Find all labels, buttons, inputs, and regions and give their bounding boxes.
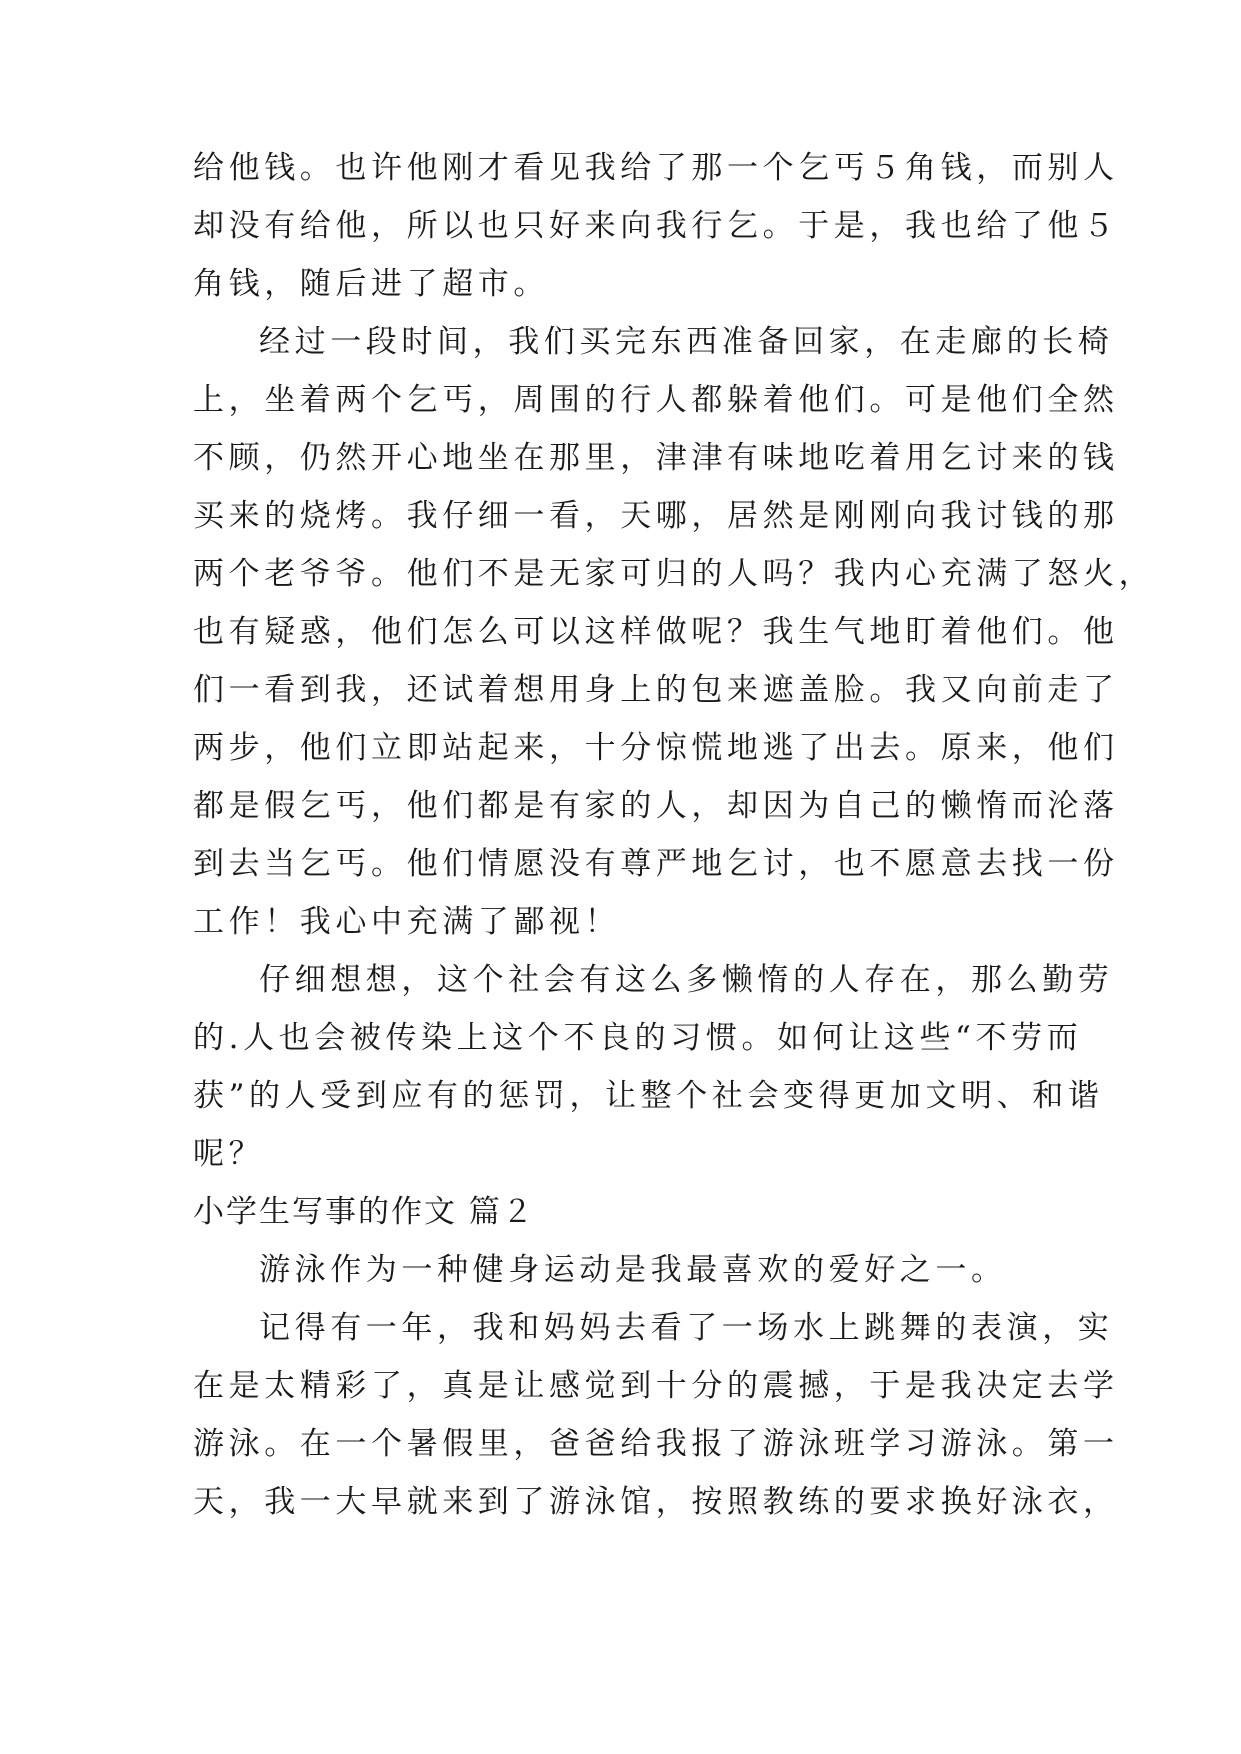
- section-heading: 小学生写事的作文 篇２: [193, 1194, 535, 1230]
- text-line: 到去当乞丐。他们情愿没有尊严地乞讨，也不愿意去找一份: [193, 846, 1119, 882]
- text-line: 天，我一大早就来到了游泳馆，按照教练的要求换好泳衣，: [193, 1484, 1119, 1520]
- text-line: 两步，他们立即站起来，十分惊慌地逃了出去。原来，他们: [193, 730, 1119, 766]
- text-line: 角钱，随后进了超市。: [193, 266, 549, 302]
- text-line: 获”的人受到应有的惩罚，让整个社会变得更加文明、和谐: [193, 1078, 1104, 1114]
- text-line: 都是假乞丐，他们都是有家的人，却因为自己的懒惰而沦落: [193, 788, 1119, 824]
- paragraph-start-line: 经过一段时间，我们买完东西准备回家，在走廊的长椅: [259, 324, 1114, 360]
- paragraph-start-line: 记得有一年，我和妈妈去看了一场水上跳舞的表演，实: [259, 1310, 1114, 1346]
- text-line: 给他钱。也许他刚才看见我给了那一个乞丐５角钱，而别人: [193, 150, 1119, 186]
- text-line: 呢？: [193, 1136, 265, 1172]
- text-line: 游泳。在一个暑假里，爸爸给我报了游泳班学习游泳。第一: [193, 1426, 1119, 1462]
- text-line: 工作！我心中充满了鄙视！: [193, 904, 621, 940]
- essay-body: [193, 139, 1155, 1531]
- text-line: 买来的烧烤。我仔细一看，天哪，居然是刚刚向我讨钱的那: [193, 498, 1119, 534]
- paragraph-start-line: 游泳作为一种健身运动是我最喜欢的爱好之一。: [259, 1252, 1007, 1288]
- text-line: 却没有给他，所以也只好来向我行乞。于是，我也给了他５: [193, 208, 1119, 244]
- text-line: 在是太精彩了，真是让感觉到十分的震撼，于是我决定去学: [193, 1368, 1119, 1404]
- paragraph-start-line: 仔细想想，这个社会有这么多懒惰的人存在，那么勤劳: [259, 962, 1114, 998]
- text-line: 上，坐着两个乞丐，周围的行人都躲着他们。可是他们全然: [193, 382, 1119, 418]
- text-line: 也有疑惑，他们怎么可以这样做呢？我生气地盯着他们。他: [193, 614, 1119, 650]
- text-line: 的.人也会被传染上这个不良的习惯。如何让这些“不劳而: [193, 1020, 1083, 1056]
- text-line: 不顾，仍然开心地坐在那里，津津有味地吃着用乞讨来的钱: [193, 440, 1119, 476]
- text-line: 两个老爷爷。他们不是无家可归的人吗？我内心充满了怒火，: [193, 556, 1155, 592]
- text-line: 们一看到我，还试着想用身上的包来遮盖脸。我又向前走了: [193, 672, 1119, 708]
